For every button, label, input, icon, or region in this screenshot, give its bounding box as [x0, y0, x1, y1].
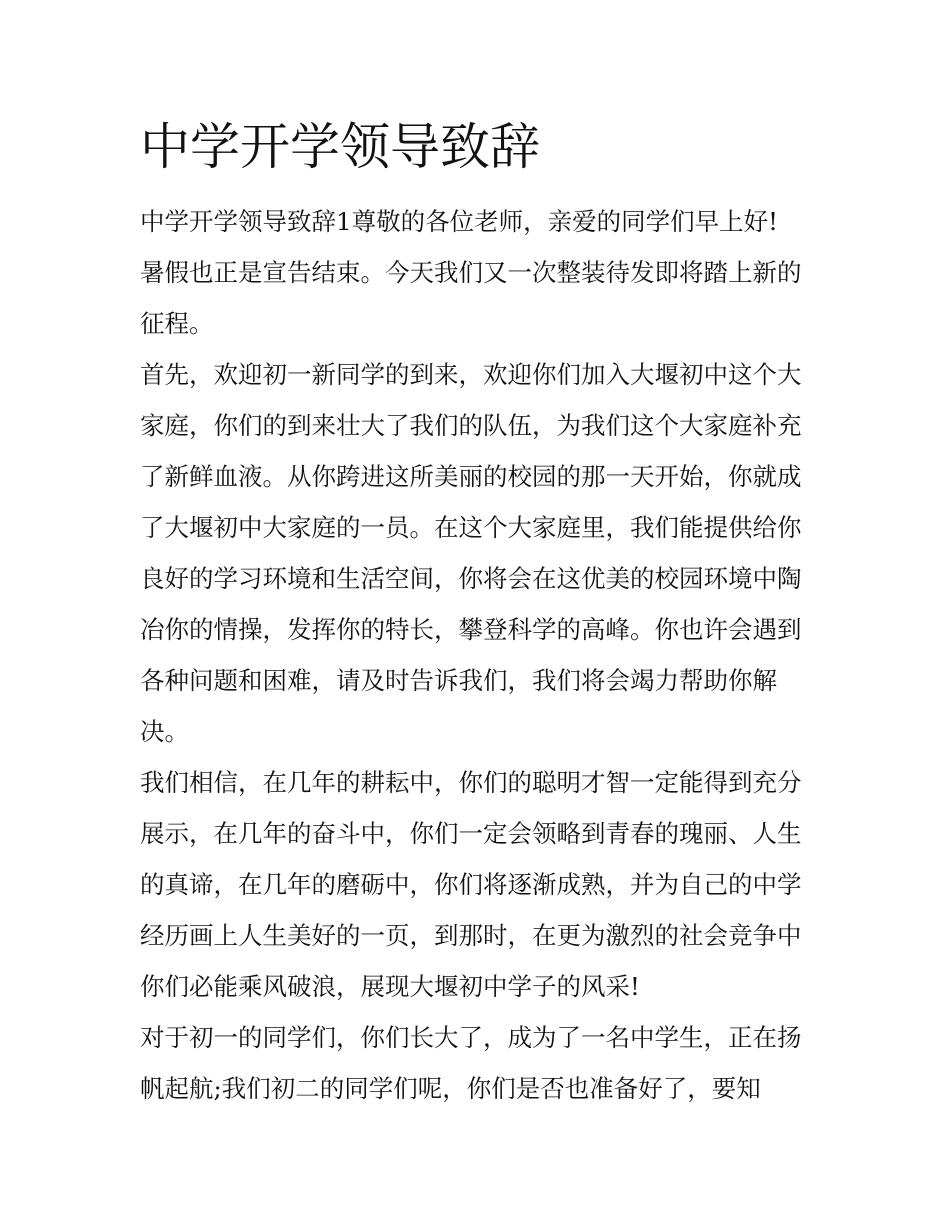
text-line: 对于初一的同学们，你们长大了，成为了一名中学生，正在扬 [140, 1023, 802, 1052]
text-line: 家庭，你们的到来壮大了我们的队伍，为我们这个大家庭补充 [140, 411, 802, 440]
text-line: 决。 [140, 717, 189, 746]
text-line: 暑假也正是宣告结束。今天我们又一次整装待发即将踏上新的 [140, 258, 802, 287]
text-line: 的真谛，在几年的磨砺中，你们将逐渐成熟，并为自己的中学 [140, 870, 802, 899]
text-line: 中学开学领导致辞1尊敬的各位老师，亲爱的同学们早上好! [140, 207, 778, 236]
text-line: 了大堰初中大家庭的一员。在这个大家庭里，我们能提供给你 [140, 513, 802, 542]
text-line: 你们必能乘风破浪，展现大堰初中学子的风采! [140, 972, 640, 1001]
text-line: 了新鲜血液。从你跨进这所美丽的校园的那一天开始，你就成 [140, 462, 802, 491]
text-line: 帆起航;我们初二的同学们呢，你们是否也准备好了，要知 [140, 1074, 761, 1103]
text-line: 良好的学习环境和生活空间，你将会在这优美的校园环境中陶 [140, 564, 802, 593]
text-line: 经历画上人生美好的一页，到那时，在更为激烈的社会竞争中 [140, 921, 802, 950]
text-line: 首先，欢迎初一新同学的到来，欢迎你们加入大堰初中这个大 [140, 360, 802, 389]
text-line: 各种问题和困难，请及时告诉我们，我们将会竭力帮助你解 [140, 666, 777, 695]
text-line: 展示，在几年的奋斗中，你们一定会领略到青春的瑰丽、人生 [140, 819, 802, 848]
page-title: 中学开学领导致辞 [140, 118, 540, 176]
text-line: 征程。 [140, 309, 214, 338]
text-line: 冶你的情操，发挥你的特长，攀登科学的高峰。你也许会遇到 [140, 615, 802, 644]
body-text [140, 196, 820, 1114]
text-line: 我们相信，在几年的耕耘中，你们的聪明才智一定能得到充分 [140, 768, 802, 797]
